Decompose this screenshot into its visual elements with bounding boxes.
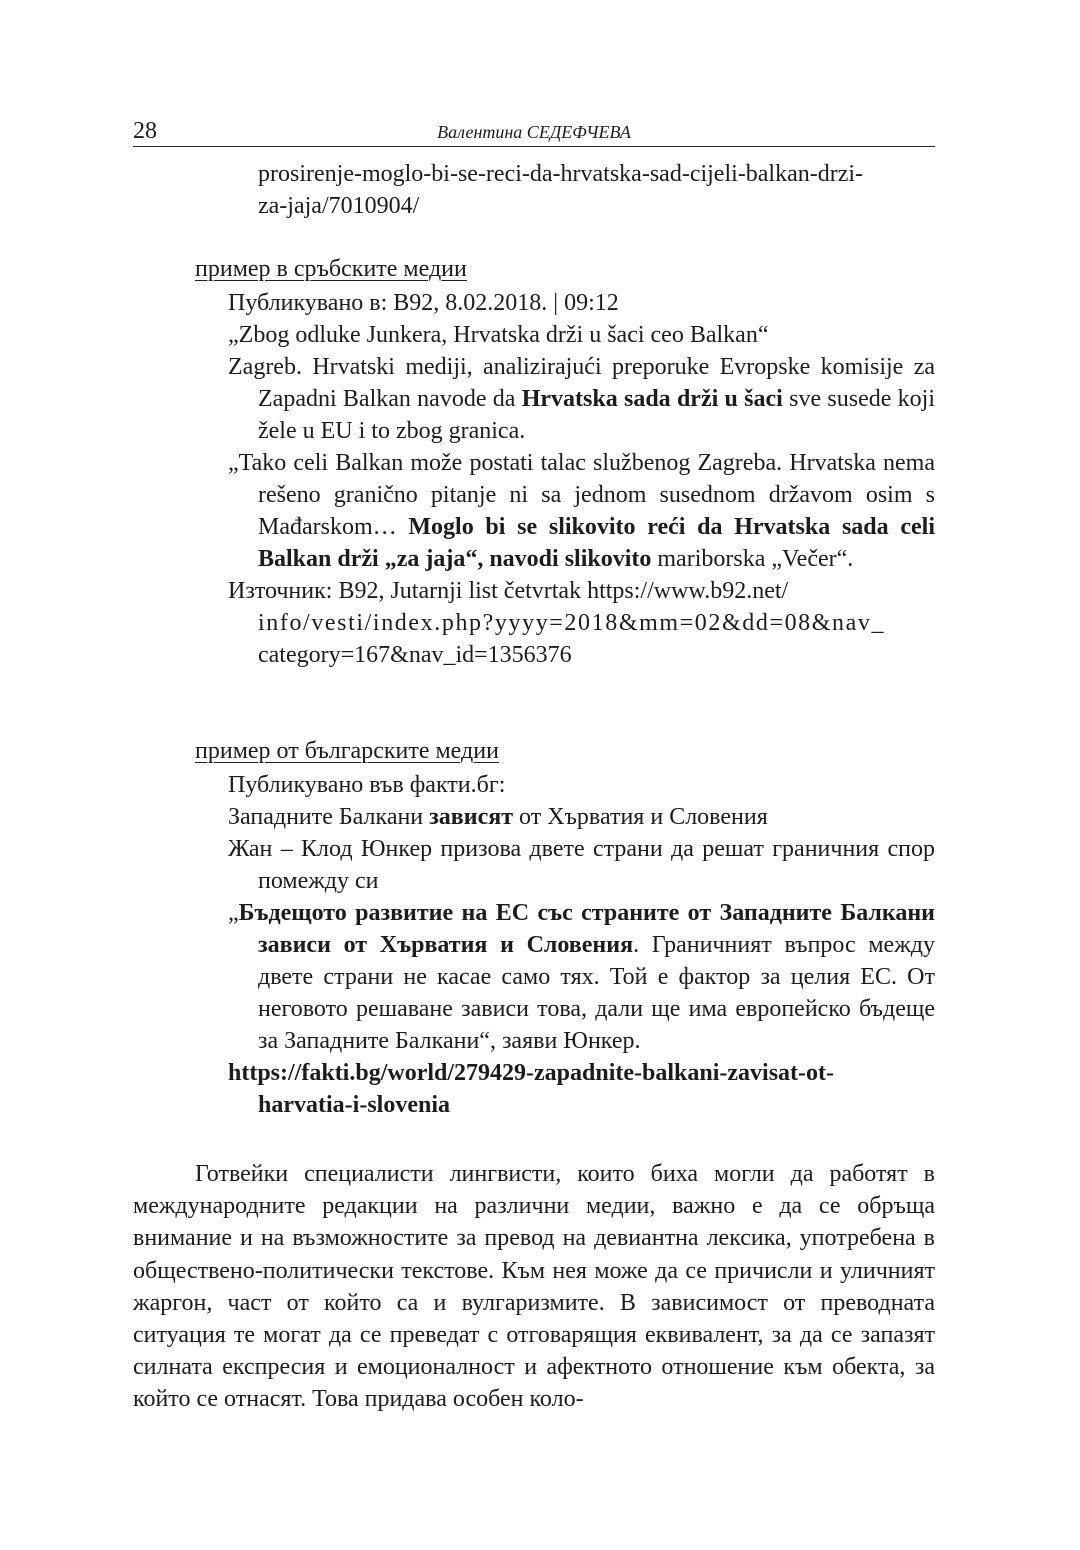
body-paragraph: Готвейки специалисти лингвисти, които биха могли да работят в международните редакции на различни медии, важно е да се обръща внимание и на възможностите за превод на девиантна лексика, употребена в обществено-политически текстове. Към нея може да се причисли и уличният жаргон, част от който са и вулгаризмите. В зависимост от преводната ситуация те могат да се преведат с отговарящия еквивалент, за да се запазят силната експресия и емоционалност и афектното отношение към обекта, за който се отнасят. Това придава особен коло- bbox=[133, 1161, 935, 1413]
bulgarian-title-bold: зависят bbox=[429, 804, 514, 830]
serbian-published-line: Публикувано в: B92, 8.02.2018. | 09:12 bbox=[228, 290, 619, 316]
bulgarian-published-line: Публикувано във факти.бг: bbox=[228, 772, 506, 798]
bulgarian-title-end: от Хърватия и Словения bbox=[513, 804, 768, 830]
bulgarian-title-start: Западните Балкани bbox=[228, 804, 430, 830]
serbian-source-url-end: category=167&nav_id=1356376 bbox=[258, 642, 572, 668]
bulgarian-media-example bbox=[228, 769, 935, 1121]
bulgarian-url-line-1: https://fakti.bg/world/279429-zapadnite-balkani-zavisat-ot- bbox=[228, 1060, 835, 1086]
url-continuation-line-2: za-jaja/7010904/ bbox=[258, 193, 420, 219]
serbian-p2-end: mariborska „Večer“. bbox=[651, 546, 854, 572]
serbian-source-url-mid: info/vesti/index.php?yyyy=2018&mm=02&dd=08&nav_ bbox=[258, 610, 886, 636]
page-header bbox=[133, 116, 935, 147]
page-number: 28 bbox=[133, 118, 157, 144]
serbian-p1-bold: Hrvatska sada drži u šaci bbox=[521, 386, 783, 412]
serbian-source-start: Източник: B92, Jutarnji list četvrtak https://www.b92.net/ bbox=[228, 578, 789, 604]
bulgarian-quote bbox=[228, 897, 935, 1057]
bulgarian-source-url bbox=[228, 1057, 935, 1121]
serbian-paragraph-1 bbox=[228, 351, 935, 447]
serbian-p1-start: Zagreb. Hrvatski mediji, analizirajući preporuke Evropske komisije za Zapadni Balkan navode da bbox=[228, 354, 935, 412]
url-continuation bbox=[258, 158, 935, 222]
serbian-media-heading: пример в сръбските медии bbox=[195, 256, 467, 282]
running-title: Валентина СЕДЕФЧЕВА bbox=[437, 122, 631, 142]
bulgarian-quote-rest: . Граничният въпрос между двете страни не касае само тях. Той е фактор за целия ЕС. От неговото решаване зависи това, дали ще има европейско бъдеще за Западните Балкани“, заяви Юнкер. bbox=[258, 932, 936, 1054]
bulgarian-url-line-2: harvatia-i-slovenia bbox=[258, 1092, 450, 1118]
bulgarian-article-title bbox=[228, 801, 935, 833]
bulgarian-media-heading: пример от българските медии bbox=[195, 738, 499, 764]
serbian-media-example bbox=[228, 287, 935, 671]
serbian-p1-end: sve susede koji žele u EU i to zbog granica. bbox=[258, 386, 935, 444]
serbian-p2-bold: Moglo bi se slikovito reći da Hrvatska sada celi Balkan drži „za jaja“, navodi slikovito bbox=[258, 514, 935, 572]
url-continuation-line-1: prosirenje-moglo-bi-se-reci-da-hrvatska-sad-cijeli-balkan-drzi- bbox=[258, 161, 864, 187]
serbian-p2-start: „Tako celi Balkan može postati talac službenog Zagreba. Hrvatska nema rešeno granično pitanje ni sa jednom susednom državom osim s Mađarskom… bbox=[228, 450, 935, 540]
serbian-paragraph-2 bbox=[228, 447, 935, 575]
bulgarian-quote-bold: Бъдещото развитие на ЕС със страните от Западните Балкани зависи от Хърватия и Словения bbox=[238, 900, 935, 958]
serbian-source bbox=[228, 575, 935, 671]
bulgarian-subtitle: Жан – Клод Юнкер призова двете страни да решат граничния спор помежду си bbox=[228, 836, 935, 894]
bulgarian-quote-open: „ bbox=[228, 900, 239, 926]
serbian-article-title: „Zbog odluke Junkera, Hrvatska drži u šaci ceo Balkan“ bbox=[228, 322, 769, 348]
